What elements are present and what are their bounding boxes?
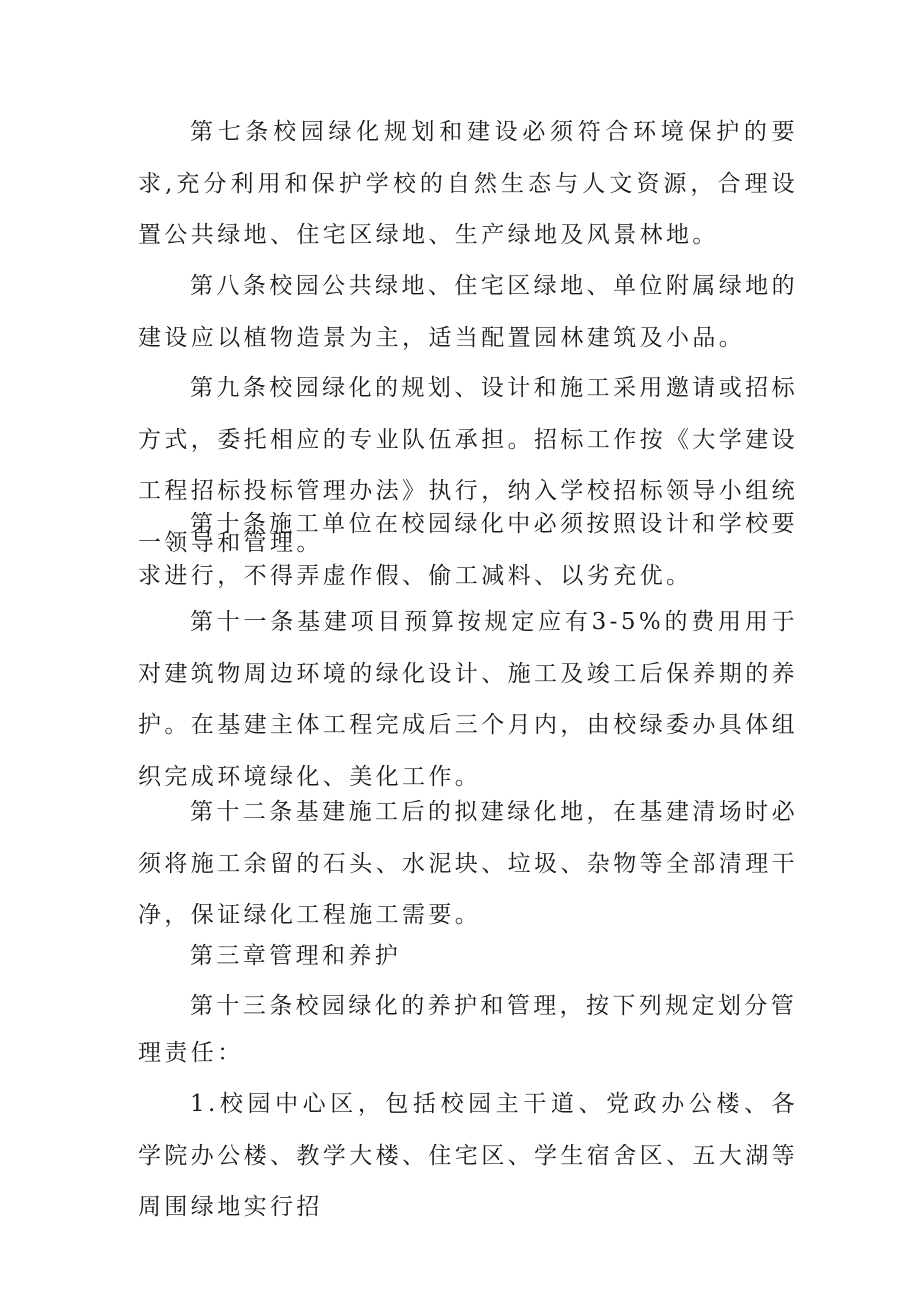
chapter-heading: 第三章管理和养护 <box>190 943 402 969</box>
article-13-continuation: 理责任： <box>138 1040 244 1066</box>
article-7-paragraph: 第七条校园绿化规划和建设必须符合环境保护的要求,充分利用和保护学校的自然生态与人文资源，合理设置公共绿地、住宅区绿地、生产绿地及风景林地。 <box>138 119 798 248</box>
article-13-paragraph: 第十三条校园绿化的养护和管理，按下列规定划分管 <box>190 993 798 1019</box>
article-10-paragraph: 第十条施工单位在校园绿化中必须按照设计和学校要求进行，不得弄虚作假、偷工减料、以劣充优。 <box>138 511 798 589</box>
article-12-paragraph: 第十二条基建施工后的拟建绿化地，在基建清场时必须将施工余留的石头、水泥块、垃圾、杂物等全部清理干净，保证绿化工程施工需要。 <box>138 799 798 928</box>
item-1-paragraph: 1.校园中心区，包括校园主干道、党政办公楼、各学院办公楼、教学大楼、住宅区、学生宿舍区、五大湖等周围绿地实行招 <box>138 1091 798 1220</box>
article-11-paragraph: 第十一条基建项目预算按规定应有3-5%的费用用于对建筑物周边环境的绿化设计、施工及竣工后保养期的养护。在基建主体工程完成后三个月内，由校绿委办具体组织完成环境绿化、美化工作。 <box>138 609 798 790</box>
article-9-paragraph: 第九条校园绿化的规划、设计和施工采用邀请或招标方式，委托相应的专业队伍承担。招标工作按《大学建设工程招标投标管理办法》执行，纳入学校招标领导小组统一领导和管理。 <box>138 375 798 556</box>
article-8-paragraph: 第八条校园公共绿地、住宅区绿地、单位附属绿地的建设应以植物造景为主，适当配置园林建筑及小品。 <box>138 273 798 351</box>
